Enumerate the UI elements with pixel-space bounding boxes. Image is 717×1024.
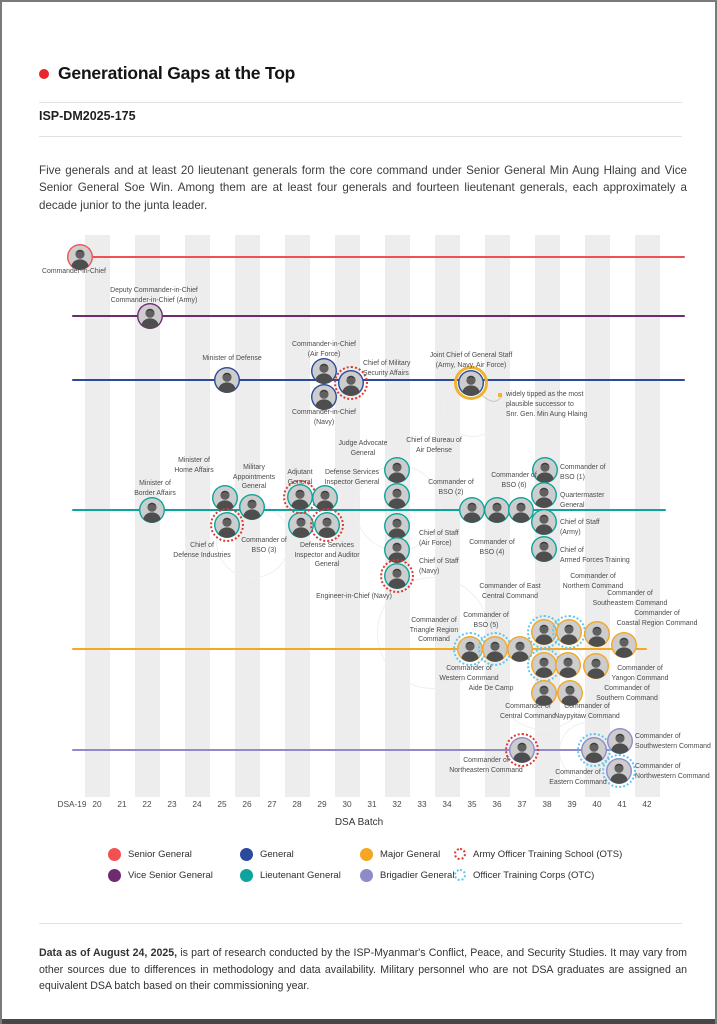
legend-label: Army Officer Training School (OTS) xyxy=(473,848,623,860)
military-appointments-general-label: Military Appointments General xyxy=(232,464,276,491)
avatar xyxy=(458,370,484,396)
avatar xyxy=(484,497,510,523)
minister-of-border-affairs xyxy=(139,497,165,523)
legend-senior-general xyxy=(108,848,192,861)
x-tick: 36 xyxy=(492,799,502,809)
x-tick: 33 xyxy=(417,799,427,809)
footer-date: Data as of August 24, 2025, xyxy=(39,946,178,959)
annotation-bullet-icon xyxy=(498,393,502,397)
commander-of-naypyitaw-command-label: Commander of Naypyitaw Command xyxy=(554,703,620,720)
chief-of-military-security-affairs xyxy=(338,370,364,396)
x-tick: 42 xyxy=(642,799,652,809)
senior-general-line xyxy=(86,256,685,258)
vice-senior-general-dot-icon xyxy=(108,869,121,882)
engineer-in-chief-navy-label: Engineer-in-Chief (Navy) xyxy=(316,593,392,600)
commander-of-triangle-region-command-label: Commander of Triangle Region Command xyxy=(409,617,459,644)
adjutant-general xyxy=(287,484,313,510)
legend-officer-training-corps-otc xyxy=(454,869,594,881)
legend-label: Brigadier General xyxy=(380,870,455,881)
avatar xyxy=(555,652,581,678)
successor-annotation: widely tipped as the most plausible successor to Snr. Gen. Min Aung Hlaing xyxy=(506,390,587,420)
avatar xyxy=(287,484,313,510)
lieutenant-general-dot-icon xyxy=(240,869,253,882)
deputy-commander-in-chief-commander-in-chief-army-label: Deputy Commander-in-Chief Commander-in-Chief (Army) xyxy=(110,287,198,304)
x-tick: 28 xyxy=(292,799,302,809)
legend-brigadier-general xyxy=(360,869,454,882)
chief-of-staff-air-force xyxy=(384,513,410,539)
chief-of-defense-industries xyxy=(214,512,240,538)
commander-of-southern-command xyxy=(583,653,609,679)
avatar xyxy=(384,483,410,509)
x-tick: DSA-19 xyxy=(57,799,87,809)
x-tick: 20 xyxy=(92,799,102,809)
commander-of-bso-1-label: Commander of BSO (1) xyxy=(560,464,606,481)
x-tick: 41 xyxy=(617,799,627,809)
avatar xyxy=(531,509,557,535)
x-tick: 22 xyxy=(142,799,152,809)
legend-label: Officer Training Corps (OTC) xyxy=(473,869,595,881)
intro-paragraph: Five generals and at least 20 lieutenant generals form the core command under Senior General Min Aung Hlaing and Vice Senior General Soe Win. Among them are at least four generals and fourteen lieutenant generals, each approximately a decade junior to the junta leader. xyxy=(39,163,687,212)
legend-label: Major General xyxy=(380,849,441,860)
defense-services-inspector-and-auditor-general-label: Defense Services Inspector and Auditor General xyxy=(294,542,360,569)
major-general-line xyxy=(72,648,647,650)
avatar xyxy=(338,370,364,396)
footer-text: is part of research conducted by the ISP-Myanmar's Conflict, Peace, and Security Studies. It may vary from other sources due to differences in methodology and data availability. Military personnel who are not DSA graduates are assigned an equivalent DSA batch based on their commissioning year. xyxy=(39,946,687,993)
avatar xyxy=(556,619,582,645)
divider xyxy=(39,923,682,924)
commander-in-chief-air-force xyxy=(311,358,337,384)
judge-advocate-general xyxy=(384,457,410,483)
otc-ring-icon xyxy=(454,869,466,881)
commander-of-western-command-label: Commander of Western Command xyxy=(439,665,499,682)
adjutant-general-label: Adjutant General xyxy=(287,469,313,486)
commander-of-east-central-command-label: Commander of East Central Command xyxy=(479,583,541,600)
commander-of-coastal-region-command xyxy=(611,632,637,658)
x-tick: 23 xyxy=(167,799,177,809)
grid-stripe xyxy=(85,235,110,797)
commander-of-coastal-region-command-label: Commander of Coastal Region Command xyxy=(616,610,698,627)
vice-senior-general-line xyxy=(72,315,685,317)
commander-of-central-command-label: Commander of Central Command xyxy=(500,703,556,720)
x-tick: 25 xyxy=(217,799,227,809)
commander-of-southeastern-command xyxy=(556,619,582,645)
x-tick: 21 xyxy=(117,799,127,809)
ots-ring-icon xyxy=(454,848,466,860)
x-axis-title: DSA Batch xyxy=(334,817,384,828)
commander-of-yangon-command xyxy=(584,621,610,647)
engineer-in-chief-navy xyxy=(384,563,410,589)
x-tick: 40 xyxy=(592,799,602,809)
x-tick: 37 xyxy=(517,799,527,809)
avatar xyxy=(611,632,637,658)
avatar xyxy=(531,652,557,678)
avatar xyxy=(384,563,410,589)
avatar xyxy=(581,737,607,763)
commander-of-southwestern-command xyxy=(607,728,633,754)
commander-in-chief-navy xyxy=(311,384,337,410)
commander-of-southwestern-command-label: Commander of Southwestern Command xyxy=(635,733,711,750)
document-code: ISP-DM2025-175 xyxy=(39,109,136,123)
legend-label: Lieutenant General xyxy=(260,870,341,881)
joint-chief-of-general-staff-army-navy-air-force xyxy=(458,370,484,396)
general-dot-icon xyxy=(240,848,253,861)
legend-label: Vice Senior General xyxy=(128,870,213,881)
avatar xyxy=(584,621,610,647)
defense-services-inspector-general-label: Defense Services Inspector General xyxy=(324,469,380,486)
x-tick: 24 xyxy=(192,799,202,809)
avatar xyxy=(482,636,508,662)
grid-stripe xyxy=(185,235,210,797)
aide-de-camp-label: Aide De Camp xyxy=(468,685,514,692)
avatar xyxy=(583,653,609,679)
chief-of-staff-army xyxy=(531,509,557,535)
legend-general xyxy=(240,848,294,861)
page-title: Generational Gaps at the Top xyxy=(58,63,296,83)
commander-of-bso-2-label: Commander of BSO (2) xyxy=(428,479,474,496)
commander-of-bso-6-label: Commander of BSO (6) xyxy=(491,472,537,489)
commander-of-bso-3-label: Commander of BSO (3) xyxy=(241,537,287,554)
minister-of-defense xyxy=(214,367,240,393)
x-tick: 39 xyxy=(567,799,577,809)
commander-of-southeastern-command-label: Commander of Southeastern Command xyxy=(592,590,668,607)
minister-of-border-affairs-label: Minister of Border Affairs xyxy=(134,480,176,497)
commander-of-eastern-command-label: Commander of Eastern Command xyxy=(549,769,607,786)
avatar xyxy=(311,358,337,384)
grid-stripe xyxy=(635,235,660,797)
avatar xyxy=(239,494,265,520)
commander-of-bso-4-label: Commander of BSO (4) xyxy=(469,539,515,556)
avatar xyxy=(214,512,240,538)
x-tick: 26 xyxy=(242,799,252,809)
legend-label: Senior General xyxy=(128,849,192,860)
chief-of-defense-industries-label: Chief of Defense Industries xyxy=(173,542,231,559)
commander-of-western-command xyxy=(531,652,557,678)
commander-of-northeastern-command-label: Commander of Northeastern Command xyxy=(449,757,523,774)
chief-of-staff-army-label: Chief of Staff (Army) xyxy=(560,519,600,536)
legend-lieutenant-general xyxy=(240,869,341,882)
commander-of-eastern-command xyxy=(581,737,607,763)
judge-advocate-general-label: Judge Advocate General xyxy=(338,440,388,457)
avatar xyxy=(314,512,340,538)
brigadier-general-dot-icon xyxy=(360,869,373,882)
commander-of-bso-5 xyxy=(482,636,508,662)
avatar xyxy=(384,457,410,483)
x-tick: 29 xyxy=(317,799,327,809)
x-tick: 31 xyxy=(367,799,377,809)
avatar xyxy=(531,536,557,562)
x-tick: 34 xyxy=(442,799,452,809)
legend-label: General xyxy=(260,849,294,860)
commander-in-chief-navy-label: Commander-in-Chief (Navy) xyxy=(292,409,356,426)
avatar xyxy=(607,728,633,754)
bottom-bar xyxy=(2,1019,715,1024)
avatar xyxy=(214,367,240,393)
deputy-commander-in-chief-commander-in-chief-army xyxy=(137,303,163,329)
commander-in-chief-label: Commander-in-Chief xyxy=(42,268,106,275)
commander-of-southern-command-label: Commander of Southern Command xyxy=(596,685,658,702)
senior-general-dot-icon xyxy=(108,848,121,861)
x-tick: 30 xyxy=(342,799,352,809)
commander-of-bso-2 xyxy=(459,497,485,523)
commander-of-northwestern-command xyxy=(606,758,632,784)
chief-of-staff-navy-label: Chief of Staff (Navy) xyxy=(419,558,459,575)
quartermaster-general-label: Quartermaster General xyxy=(560,492,605,509)
avatar xyxy=(606,758,632,784)
legend-vice-senior-general xyxy=(108,869,213,882)
x-tick: 32 xyxy=(392,799,402,809)
aide-de-camp xyxy=(555,652,581,678)
x-tick: 35 xyxy=(467,799,477,809)
chief-of-bureau-of-air-defense xyxy=(384,483,410,509)
avatar xyxy=(139,497,165,523)
major-general-dot-icon xyxy=(360,848,373,861)
minister-of-defense-label: Minister of Defense xyxy=(202,355,262,362)
avatar xyxy=(459,497,485,523)
commander-in-chief-air-force-label: Commander-in-Chief (Air Force) xyxy=(292,341,356,358)
commander-of-bso-4 xyxy=(484,497,510,523)
commander-of-northwestern-command-label: Commander of Northwestern Command xyxy=(635,763,710,780)
commander-of-northern-command-label: Commander of Northern Command xyxy=(562,573,624,590)
chief-of-armed-forces-training-label: Chief of Armed Forces Training xyxy=(560,547,630,564)
x-tick: 38 xyxy=(542,799,552,809)
footer-note xyxy=(39,945,687,996)
chief-of-military-security-affairs-label: Chief of Military Security Affairs xyxy=(363,360,411,377)
avatar xyxy=(137,303,163,329)
x-tick: 27 xyxy=(267,799,277,809)
chief-of-bureau-of-air-defense-label: Chief of Bureau of Air Defense xyxy=(406,437,462,454)
military-appointments-general xyxy=(239,494,265,520)
chief-of-armed-forces-training xyxy=(531,536,557,562)
legend-army-officer-training-school-ots xyxy=(454,848,622,860)
general-line xyxy=(72,379,685,381)
commander-of-yangon-command-label: Commander of Yangon Command xyxy=(611,665,669,682)
chief-of-staff-air-force-label: Chief of Staff (Air Force) xyxy=(419,530,459,547)
avatar xyxy=(384,513,410,539)
commander-of-bso-5-label: Commander of BSO (5) xyxy=(463,612,509,629)
legend-major-general xyxy=(360,848,440,861)
defense-services-inspector-and-auditor-general xyxy=(314,512,340,538)
minister-of-home-affairs-label: Minister of Home Affairs xyxy=(174,457,214,474)
avatar xyxy=(311,384,337,410)
joint-chief-of-general-staff-army-navy-air-force-label: Joint Chief of General Staff (Army, Navy, Air Force) xyxy=(429,352,513,369)
